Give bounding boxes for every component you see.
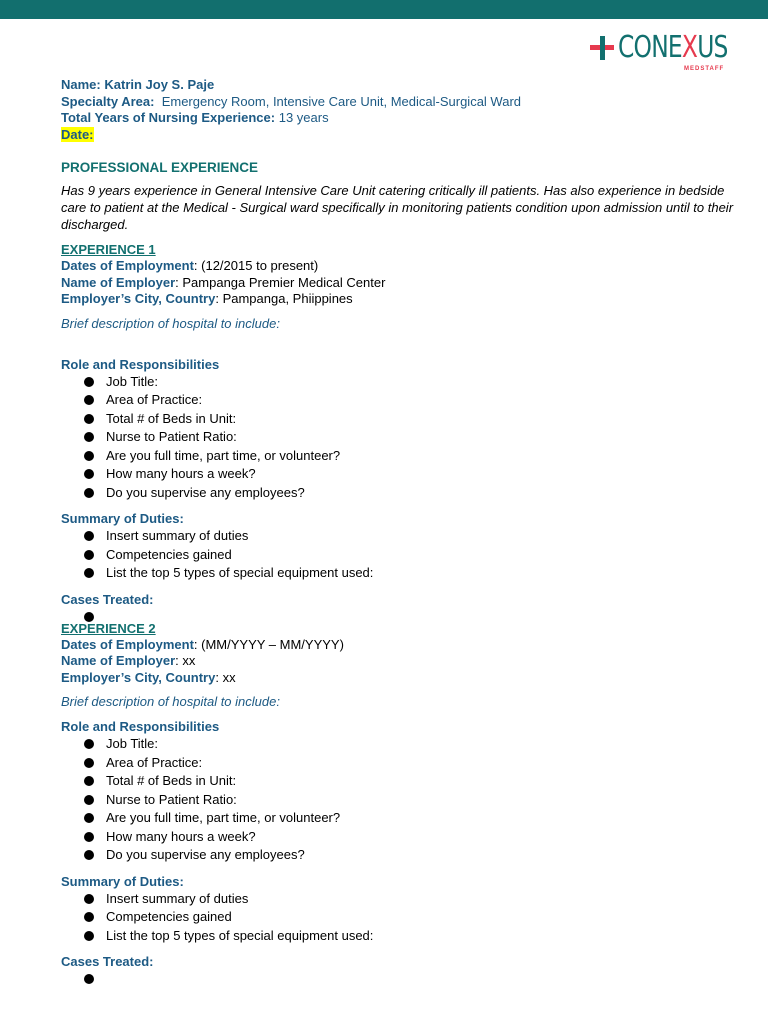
list-item: How many hours a week? (83, 465, 741, 484)
employer-name-line (61, 275, 741, 292)
employer-name-value: : Pampanga Premier Medical Center (175, 274, 386, 290)
plus-icon (590, 36, 614, 60)
list-item: List the top 5 types of special equipment used: (83, 564, 741, 583)
date-label: Date: (61, 126, 94, 142)
list-item: Job Title: (83, 373, 741, 392)
list-item: Nurse to Patient Ratio: (83, 791, 741, 810)
employment-dates-line (61, 637, 741, 654)
summary-of-duties-list (61, 527, 741, 583)
cases-treated-heading: Cases Treated: (61, 591, 154, 607)
hospital-description-prompt: Brief description of hospital to include: (61, 315, 280, 331)
experience-title: EXPERIENCE 1 (61, 242, 156, 258)
logo-tagline: MEDSTAFF (684, 66, 725, 72)
employer-name-label: Name of Employer (61, 274, 176, 290)
years-value: 13 years (278, 110, 329, 125)
cases-treated-heading: Cases Treated: (61, 954, 154, 970)
experience-list (61, 241, 741, 970)
role-responsibilities-list (61, 735, 741, 865)
list-item: Total # of Beds in Unit: (83, 410, 741, 429)
list-item: Insert summary of duties (83, 890, 741, 909)
experience-title: EXPERIENCE 2 (61, 620, 156, 636)
summary-of-duties-heading: Summary of Duties: (61, 873, 184, 889)
employment-dates-label: Dates of Employment (61, 636, 194, 652)
top-banner (0, 0, 768, 19)
list-item: List the top 5 types of special equipment used: (83, 927, 741, 946)
employer-name-line (61, 653, 741, 670)
list-item: Nurse to Patient Ratio: (83, 428, 741, 447)
employment-dates-value: : (MM/YYYY – MM/YYYY) (193, 636, 344, 652)
role-responsibilities-heading: Role and Responsibilities (61, 719, 220, 735)
list-item: Do you supervise any employees? (83, 484, 741, 503)
professional-experience-heading: PROFESSIONAL EXPERIENCE (61, 160, 259, 175)
experience-section (61, 241, 741, 608)
list-item: Insert summary of duties (83, 527, 741, 546)
experience-section (61, 620, 741, 971)
employer-location-value: : xx (215, 669, 236, 685)
role-responsibilities-heading: Role and Responsibilities (61, 356, 220, 372)
employment-dates-value: : (12/2015 to present) (193, 258, 319, 274)
candidate-name: Katrin Joy S. Paje (104, 77, 215, 92)
employer-location-label: Employer’s City, Country (61, 291, 216, 307)
conexus-logo (588, 30, 728, 78)
summary-of-duties-list (61, 890, 741, 946)
date-line (61, 127, 741, 144)
employer-name-label: Name of Employer (61, 653, 176, 669)
employment-dates-line (61, 258, 741, 275)
professional-summary: Has 9 years experience in General Intensive Care Unit catering critically ill patients. Has also experience in bedside care to patient at the Medical - Surgical ward specifically in monitoring patients condition upon admission until to their discharged. (61, 183, 734, 232)
specialty-line: Specialty Area: Emergency Room, Intensive Care Unit, Medical-Surgical Ward (61, 93, 522, 109)
document-body (61, 77, 741, 970)
employer-location-value: : Pampanga, Phiippines (215, 291, 353, 307)
list-item: Job Title: (83, 735, 741, 754)
list-item: How many hours a week? (83, 828, 741, 847)
specialty-value: Emergency Room, Intensive Care Unit, Medical-Surgical Ward (161, 93, 522, 109)
list-item: Area of Practice: (83, 391, 741, 410)
role-responsibilities-list (61, 373, 741, 503)
list-item: Total # of Beds in Unit: (83, 772, 741, 791)
employer-location-line (61, 291, 741, 308)
employer-name-value: : xx (175, 653, 196, 669)
employer-location-label: Employer’s City, Country (61, 669, 216, 685)
list-item: Competencies gained (83, 908, 741, 927)
employment-dates-label: Dates of Employment (61, 258, 194, 274)
logo-wordmark: CONEXUS (618, 30, 728, 65)
years-line: Total Years of Nursing Experience: 13 years (61, 110, 329, 125)
employer-location-line (61, 670, 741, 687)
list-item: Are you full time, part time, or volunteer? (83, 809, 741, 828)
name-line: Name: Katrin Joy S. Paje (61, 77, 215, 92)
list-item: Do you supervise any employees? (83, 846, 741, 865)
list-item: Competencies gained (83, 546, 741, 565)
hospital-description-prompt: Brief description of hospital to include: (61, 694, 280, 710)
summary-of-duties-heading: Summary of Duties: (61, 511, 184, 527)
list-item: Are you full time, part time, or volunteer? (83, 447, 741, 466)
list-item: Area of Practice: (83, 754, 741, 773)
